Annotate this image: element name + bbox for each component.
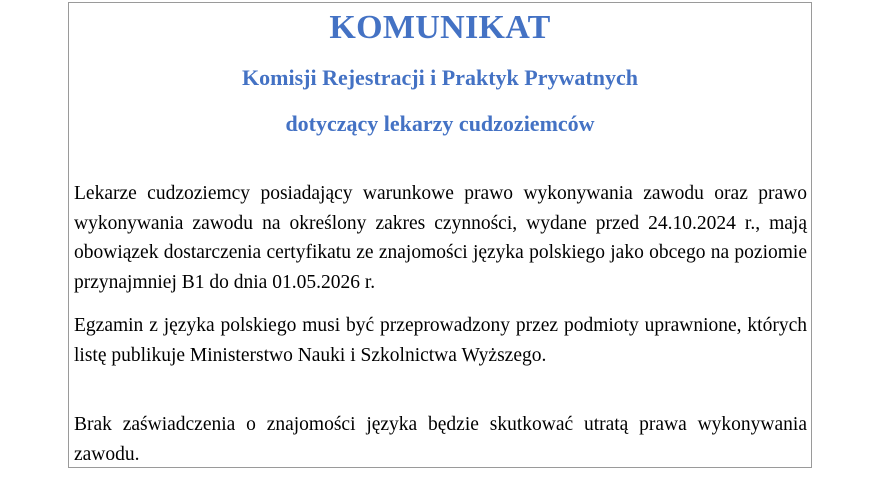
paragraph-certificate-requirement: Lekarze cudzoziemcy posiadający warunkowe prawo wykonywania zawodu oraz prawo wykonywania zawodu na określony zakres czynności, wydane przed 24.10.2024 r., mają obowiązek dostarczenia certyfikatu ze znajomości języka polskiego jako obcego na poziomie przynajmniej B1 do dnia 01.05.2026 r.	[74, 183, 807, 293]
paragraph-consequences: Brak zaświadczenia o znajomości języka będzie skutkować utratą prawa wykonywania zawodu.	[74, 414, 807, 465]
announcement-subtitle-topic: dotyczący lekarzy cudzoziemców	[285, 111, 595, 136]
paragraph-exam-providers: Egzamin z języka polskiego musi być przeprowadzony przez podmioty uprawnione, których listę publikuje Ministerstwo Nauki i Szkolnictwa Wyższego.	[74, 315, 807, 366]
announcement-subtitle-issuer: Komisji Rejestracji i Praktyk Prywatnych	[242, 65, 638, 90]
announcement-title: KOMUNIKAT	[329, 9, 551, 46]
announcement-frame	[68, 2, 812, 468]
